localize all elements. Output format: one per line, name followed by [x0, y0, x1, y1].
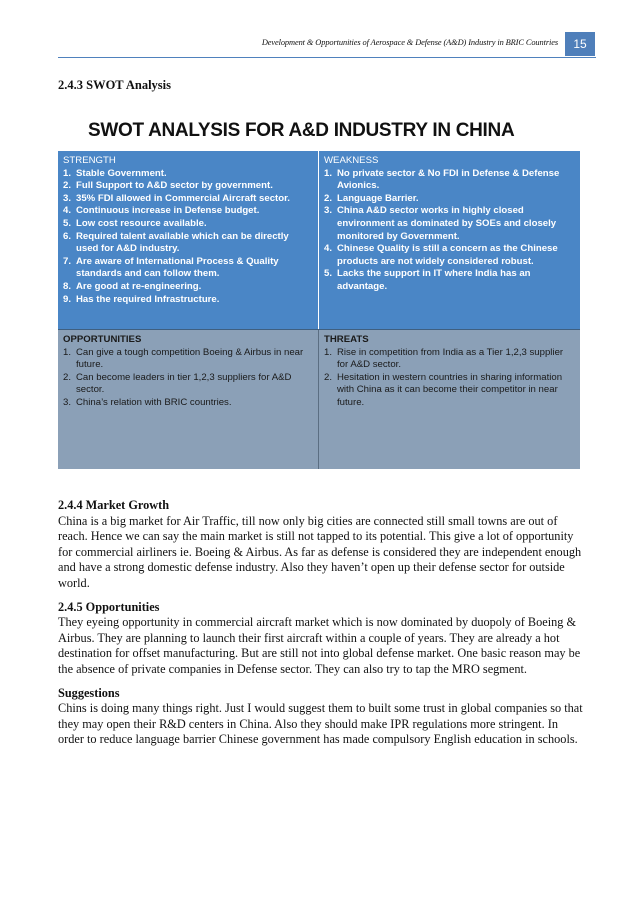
weakness-label: WEAKNESS [324, 155, 379, 166]
weakness-cell [319, 151, 580, 329]
strength-cell [58, 151, 319, 329]
list-item: 6. Required talent available which can be directly used for A&D industry. [63, 230, 289, 255]
strength-label: STRENGTH [63, 155, 116, 166]
list-item: 1. Can give a tough competition Boeing & Airbus in near future. [63, 346, 304, 371]
list-item: 2. Full Support to A&D sector by government. [63, 180, 273, 192]
page-number-badge: 15 [565, 32, 595, 56]
swot-title: SWOT ANALYSIS FOR A&D INDUSTRY IN CHINA [88, 120, 515, 141]
opportunities-label: OPPORTUNITIES [63, 334, 142, 345]
suggestions-heading: Suggestions [58, 685, 120, 700]
list-item: 7. Are aware of International Process & Quality standards and can follow them. [63, 255, 279, 280]
list-item: 5. Lacks the support in IT where India has an advantage. [324, 268, 531, 292]
threats-cell [319, 329, 580, 469]
market-growth-paragraph: China is a big market for Air Traffic, till now only big cities are connected still small towns are out of reach. Hence we can say the main market is still not tapped to its potential. This give a lot of opportunity for commercial airliners ie. Boeing & Airbus. As far as defense is considered they are independent enough and have a strong domestic defense industry. Also they haven’t open up their defense sector for outside world. [58, 513, 582, 590]
opportunities-list [63, 347, 313, 410]
list-item: 1. No private sector & No FDI in Defense & Defense Avionics. [324, 167, 560, 192]
running-header-title: Development & Opportunities of Aerospace & Defense (A&D) Industry in BRIC Countries [261, 38, 558, 47]
list-item: 2. Can become leaders in tier 1,2,3 suppliers for A&D sector. [63, 371, 292, 396]
suggestions-paragraph: Chins is doing many things right. Just I would suggest them to built some trust in global companies so that they may open their R&D centers in China. Also they should make IPR regulations more stringent. In order to reduce language barrier Chinese government has made compulsory English education in schools. [58, 701, 583, 747]
header-rule [58, 57, 596, 58]
swot-matrix [58, 151, 580, 469]
list-item: 4. Chinese Quality is still a concern as the Chinese products are not widely considered robust. [324, 243, 558, 267]
list-item: 9. Has the required Infrastructure. [63, 293, 220, 305]
list-item: 3. China’s relation with BRIC countries. [63, 396, 232, 408]
opportunities-cell [58, 329, 319, 469]
list-item: 3. 35% FDI allowed in Commercial Aircraft sector. [63, 192, 290, 204]
strength-list [63, 168, 313, 307]
body-text [58, 498, 583, 756]
list-item: 1. Rise in competition from India as a Tier 1,2,3 supplier for A&D sector. [324, 346, 564, 371]
list-item: 2. Language Barrier. [324, 192, 419, 204]
threats-list [324, 347, 575, 410]
opportunities-heading: 2.4.5 Opportunities [58, 599, 160, 614]
list-item: 2. Hesitation in western countries in sharing information with China as it can become their competitor in near future. [324, 371, 563, 408]
weakness-list [324, 168, 575, 294]
market-growth-heading: 2.4.4 Market Growth [58, 498, 170, 512]
opportunities-paragraph: They eyeing opportunity in commercial aircraft market which is now dominated by duopoly of Boeing & Airbus. They are planning to launch their first aircraft within a couple of years. They are already a hot destination for offset manufacturing. But are still not into global defense market. One basic reason may be the absence of private companies in Defense sector. They can also try to tap the MRO segment. [58, 615, 581, 676]
list-item: 4. Continuous increase in Defense budget. [63, 205, 260, 217]
list-item: 1. Stable Government. [63, 167, 167, 179]
list-item: 3. China A&D sector works in highly closed environment as dominated by SOEs and closely monitored by Government. [324, 205, 557, 242]
section-heading: 2.4.3 SWOT Analysis [58, 78, 172, 92]
threats-label: THREATS [324, 334, 369, 345]
list-item: 8. Are good at re-engineering. [63, 280, 202, 292]
list-item: 5. Low cost resource available. [63, 217, 207, 229]
